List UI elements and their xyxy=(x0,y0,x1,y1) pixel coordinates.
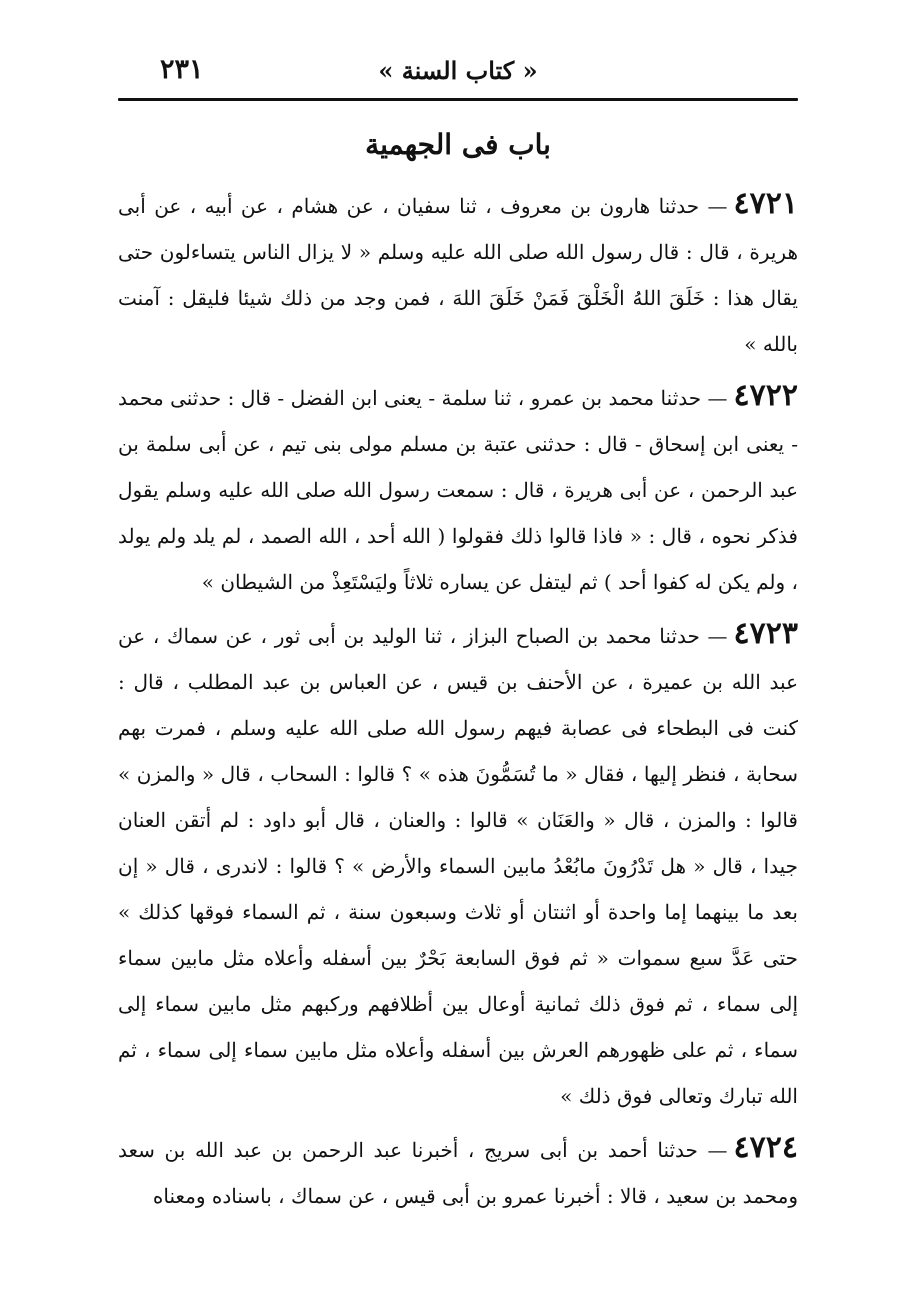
hadith-text: — حدثنا أحمد بن أبى سريج ، أخبرنا عبد الرحمن بن عبد الله بن سعد ومحمد بن سعيد ، قالا : أخبرنا عمرو بن أبى قيس ، عن سماك ، باسناده ومعناه xyxy=(118,1138,798,1208)
hadith-paragraph xyxy=(118,181,798,367)
running-header xyxy=(118,52,798,94)
hadith-4722 xyxy=(118,373,798,605)
book-page xyxy=(118,52,798,1225)
hadith-4724 xyxy=(118,1125,798,1219)
hadith-4723 xyxy=(118,611,798,1119)
header-rule xyxy=(118,98,798,101)
hadith-text: — حدثنا محمد بن عمرو ، ثنا سلمة - يعنى ابن الفضل - قال : حدثنى محمد - يعنى ابن إسحاق - قال : حدثنى عتبة بن مسلم مولى بنى تيم ، عن أبى سلمة بن عبد الرحمن ، عن أبى هريرة ، قال : سمعت رسول الله صلى الله عليه وسلم يقول فذكر نحوه ، قال : « فاذا قالوا ذلك فقولوا ( الله أحد ، الله الصمد ، لم يلد ولم يولد ، ولم يكن له كفوا أحد ) ثم ليتفل عن يساره ثلاثاً وليَسْتَعِذْ من الشيطان » xyxy=(118,386,798,594)
hadith-number: ٤٧٢٤ xyxy=(733,1130,798,1165)
running-title: « كتاب السنة » xyxy=(378,56,538,85)
hadith-paragraph xyxy=(118,1125,798,1219)
hadith-number: ٤٧٢٣ xyxy=(733,616,798,651)
hadith-number: ٤٧٢١ xyxy=(733,186,798,221)
hadith-text: — حدثنا هارون بن معروف ، ثنا سفيان ، عن هشام ، عن أبيه ، عن أبى هريرة ، قال : قال رسول الله صلى الله عليه وسلم « لا يزال الناس يتساءلون حتى يقال هذا : خَلَقَ اللهُ الْخَلْقَ فَمَنْ خَلَقَ اللهَ ، فمن وجد من ذلك شيئا فليقل : آمنت بالله » xyxy=(118,194,798,356)
hadith-text: — حدثنا محمد بن الصباح البزاز ، ثنا الوليد بن أبى ثور ، عن سماك ، عن عبد الله بن عميرة ، عن الأحنف بن قيس ، عن العباس بن عبد المطلب ، قال : كنت فى البطحاء فى عصابة فيهم رسول الله صلى الله عليه وسلم ، فمرت بهم سحابة ، فنظر إليها ، فقال « ما تُسَمُّونَ هذه » ؟ قالوا : السحاب ، قال « والمزن » قالوا : والمزن ، قال « والعَنَان » قالوا : والعنان ، قال أبو داود : لم أتقن العنان جيدا ، قال « هل تَدْرُونَ مابُعْدُ مابين السماء والأرض » ؟ قالوا : لاندرى ، قال « إن بعد ما بينهما إما واحدة أو اثنتان أو ثلاث وسبعون سنة ، ثم السماء فوقها كذلك » حتى عَدَّ سبع سموات « ثم فوق السابعة بَحْرٌ بين أسفله وأعلاه مثل مابين سماء إلى سماء ، ثم فوق ذلك ثمانية أوعال بين أظلافهم وركبهم مثل مابين سماء إلى سماء ، ثم على ظهورهم العرش بين أسفله وأعلاه مثل مابين سماء إلى سماء ، ثم الله تبارك وتعالى فوق ذلك » xyxy=(118,624,798,1108)
hadith-number: ٤٧٢٢ xyxy=(733,378,798,413)
hadith-paragraph xyxy=(118,611,798,1119)
hadith-paragraph xyxy=(118,373,798,605)
chapter-title: باب فى الجهمية xyxy=(365,128,551,161)
hadith-4721 xyxy=(118,181,798,367)
page-number: ٢٣١ xyxy=(160,54,204,85)
